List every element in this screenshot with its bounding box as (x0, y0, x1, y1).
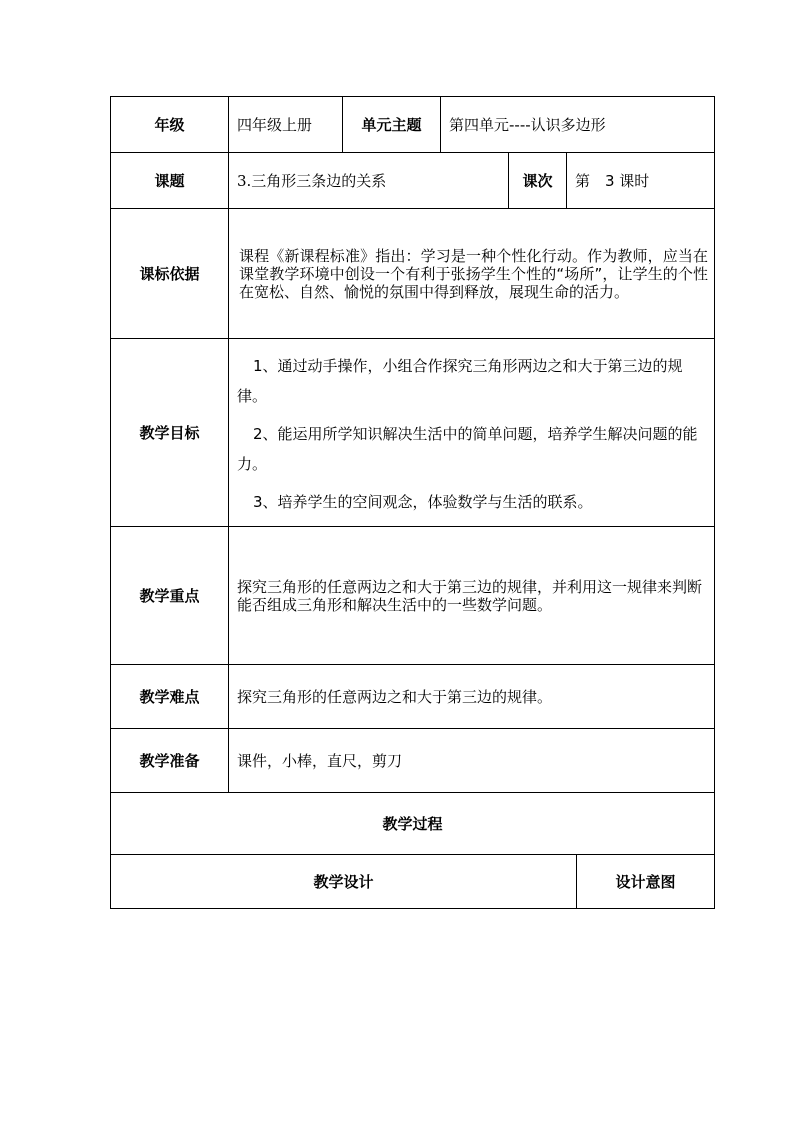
goal-item: 1、通过动手操作，小组合作探究三角形两边之和大于第三边的规律。 (237, 356, 683, 405)
intent-heading: 设计意图 (577, 855, 715, 909)
goal-item: 2、能运用所学知识解决生活中的简单问题，培养学生解决问题的能力。 (237, 424, 698, 473)
key-points-label: 教学重点 (111, 527, 229, 665)
difficulty-text: 探究三角形的任意两边之和大于第三边的规律。 (229, 665, 715, 729)
goals-label: 教学目标 (111, 339, 229, 527)
topic-label: 课题 (111, 153, 229, 209)
preparation-label: 教学准备 (111, 729, 229, 793)
grade-value: 四年级上册 (229, 97, 343, 153)
lesson-value: 第 3 课时 (567, 153, 715, 209)
row-standard (111, 209, 715, 339)
grade-label: 年级 (111, 97, 229, 153)
topic-value: 3.三角形三条边的关系 (229, 153, 509, 209)
key-points-text: 探究三角形的任意两边之和大于第三边的规律，并利用这一规律来判断能否组成三角形和解决生活中的一些数学问题。 (229, 527, 715, 665)
lesson-label: 课次 (509, 153, 567, 209)
row-design-intent (111, 855, 715, 909)
design-heading: 教学设计 (111, 855, 577, 909)
row-grade-unit (111, 97, 715, 153)
row-difficulty (111, 665, 715, 729)
row-preparation (111, 729, 715, 793)
row-topic-lesson (111, 153, 715, 209)
row-key-points (111, 527, 715, 665)
row-process (111, 793, 715, 855)
unit-label: 单元主题 (343, 97, 441, 153)
standard-label: 课标依据 (111, 209, 229, 339)
row-goals (111, 339, 715, 527)
process-heading: 教学过程 (111, 793, 715, 855)
lesson-plan-table (110, 96, 715, 909)
difficulty-label: 教学难点 (111, 665, 229, 729)
goal-item: 3、培养学生的空间观念，体验数学与生活的联系。 (253, 492, 593, 511)
preparation-text: 课件，小棒，直尺，剪刀 (229, 729, 715, 793)
unit-value: 第四单元----认识多边形 (441, 97, 715, 153)
goals-list (229, 339, 715, 527)
standard-text: 课程《新课程标准》指出：学习是一种个性化行动。作为教师，应当在课堂教学环境中创设一个有利于张扬学生个性的“场所”，让学生的个性在宽松、自然、愉悦的氛围中得到释放，展现生命的活力。 (229, 209, 715, 339)
